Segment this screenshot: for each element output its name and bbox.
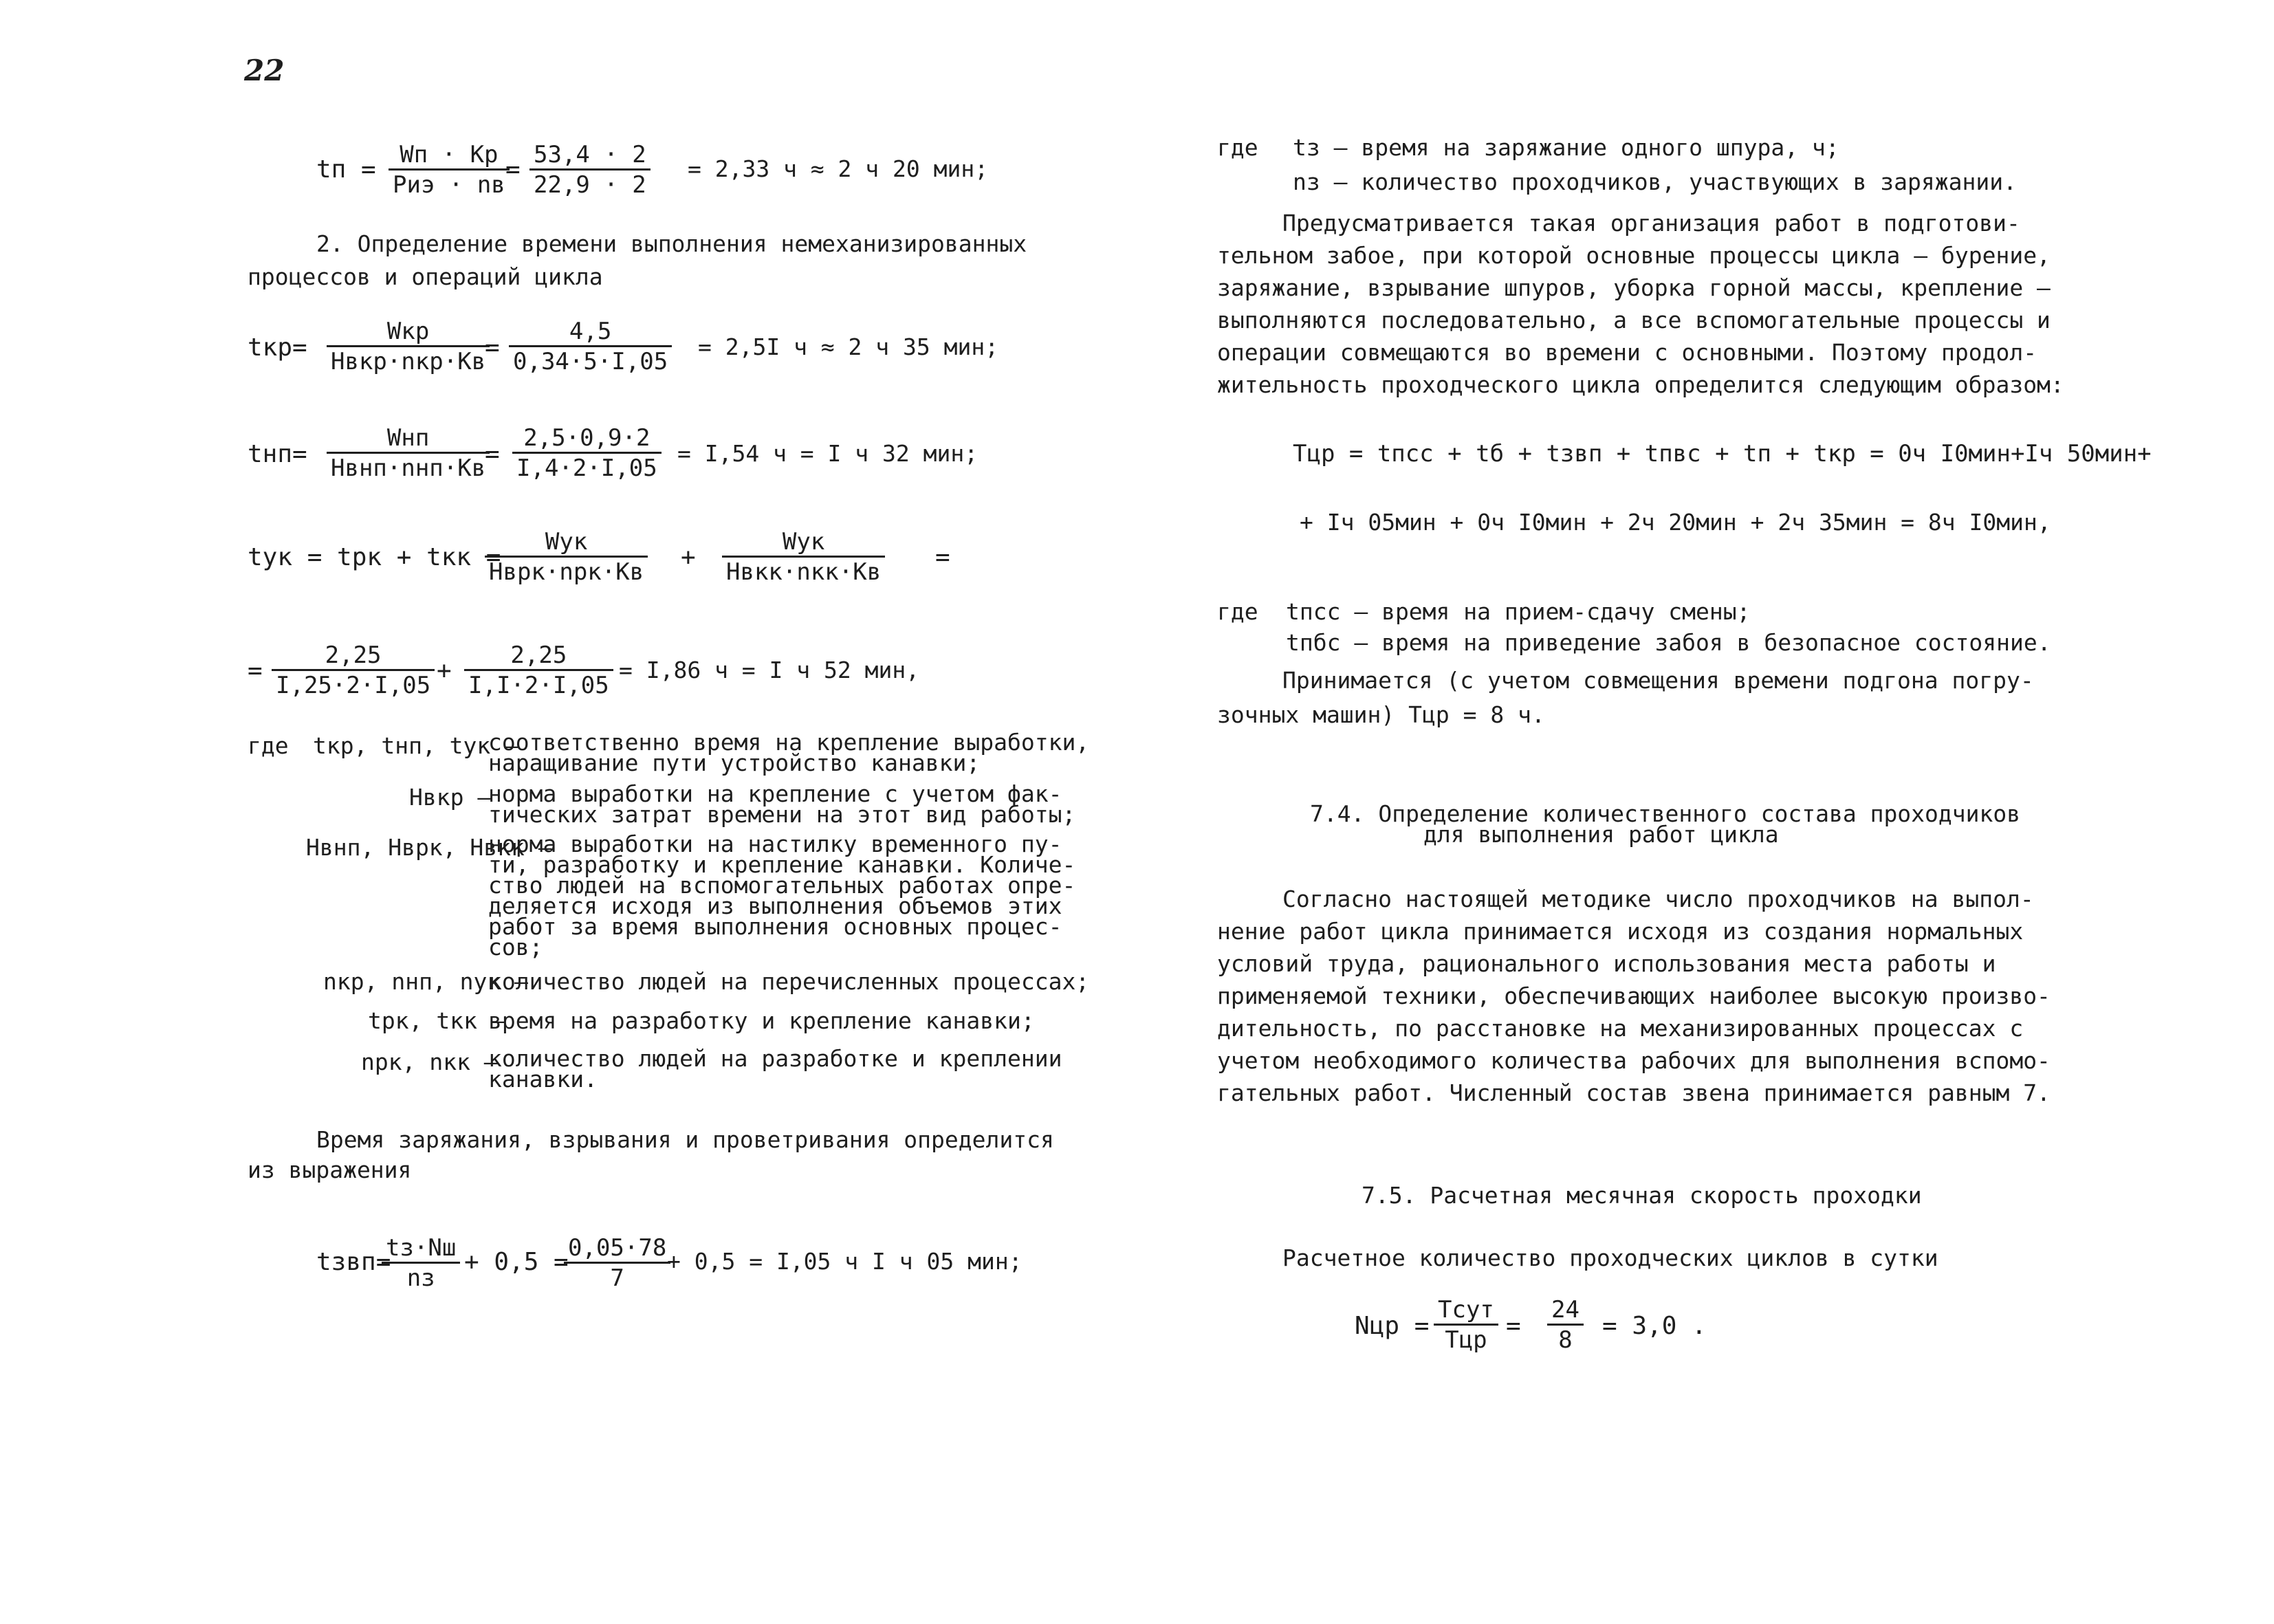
paragraph-accepted-line1: Принимается (с учетом совмещения времени подгона погру- bbox=[1282, 667, 2034, 694]
formula-tuk2-frac2 bbox=[464, 641, 613, 700]
formula-tuk-lhs: tук = tрк + tкк = bbox=[248, 543, 501, 571]
paragraph-charging-line2: из выражения bbox=[248, 1156, 412, 1183]
formula-tkr-num1: Wкр bbox=[386, 318, 430, 345]
formula-tuk2-den1: I,25·2·I,05 bbox=[276, 672, 431, 699]
paragraph-line: Предусматривается такая организация работ в подготови- bbox=[1282, 210, 2020, 237]
formula-nc-frac2 bbox=[1547, 1296, 1584, 1354]
where-tpss-def: tпсс – время на прием-сдачу смены; bbox=[1286, 598, 1751, 625]
formula-tkr-frac1 bbox=[327, 318, 490, 376]
paragraph-accepted-line2: зочных машин) Tцр = 8 ч. bbox=[1217, 701, 1545, 728]
where-nz-def: nз – количество проходчиков, участвующих в заряжании. bbox=[1293, 168, 2017, 195]
definition-symbol: tрк, tкк – bbox=[368, 1007, 505, 1034]
formula-tnp-num2: 2,5·0,9·2 bbox=[523, 424, 651, 452]
formula-tzvp-num1: tз·Nш bbox=[386, 1234, 457, 1262]
formula-tuk2-plus: + bbox=[437, 657, 452, 685]
paragraph-line: дительность, по расстановке на механизированных процессах с bbox=[1217, 1015, 2024, 1042]
formula-nc-den1: Tцр bbox=[1445, 1326, 1487, 1354]
formula-tuk-den1: Hврк·nрк·Kв bbox=[489, 558, 644, 586]
formula-tnp-result: = I,54 ч = I ч 32 мин; bbox=[677, 440, 979, 467]
definition-text: соответственно время на крепление выработки, bbox=[488, 729, 1090, 756]
definition-symbol: Hвнп, Hврк, Hвкк – bbox=[306, 834, 552, 861]
definition-text: ство людей на вспомогательных работах опре- bbox=[488, 872, 1076, 899]
formula-nc-num1: Tсут bbox=[1438, 1296, 1494, 1324]
formula-tzvp-frac2 bbox=[564, 1234, 670, 1293]
definition-text: наращивание пути устройство канавки; bbox=[488, 749, 981, 776]
formula-tzvp-den2: 7 bbox=[610, 1264, 624, 1292]
definition-where-label: где bbox=[248, 732, 289, 759]
formula-tnp-den2: I,4·2·I,05 bbox=[516, 454, 657, 482]
formula-tp-eq: = bbox=[505, 155, 521, 184]
paragraph-line: Согласно настоящей методике число проходчиков на выпол- bbox=[1282, 886, 2034, 912]
formula-tc-line1: Tцр = tпсс + tб + tзвп + tпвс + tп + tкр = 0ч I0мин+Iч 50мин+ bbox=[1293, 440, 2152, 468]
section-heading-7-5: 7.5. Расчетная месячная скорость проходки bbox=[1362, 1182, 1922, 1209]
formula-tnp-eq: = bbox=[485, 440, 500, 468]
section2-line2: процессов и операций цикла bbox=[248, 263, 603, 290]
formula-tzvp-result: + 0,5 = I,05 ч I ч 05 мин; bbox=[667, 1248, 1023, 1275]
formula-tp-frac1 bbox=[389, 141, 510, 199]
paragraph-line: тельном забое, при которой основные процессы цикла – бурение, bbox=[1217, 242, 2051, 269]
formula-tp-num1: Wп · Kр bbox=[400, 141, 499, 168]
formula-tp-frac2 bbox=[529, 141, 651, 199]
paragraph-cycles: Расчетное количество проходческих циклов в сутки bbox=[1282, 1244, 1938, 1271]
formula-tkr-eq: = bbox=[485, 333, 500, 362]
paragraph-charging-line1: Время заряжания, взрывания и проветривания определится bbox=[316, 1126, 1054, 1153]
formula-nc-lhs: Nцр = bbox=[1355, 1312, 1430, 1340]
formula-tuk-den2: Hвкк·nкк·Kв bbox=[726, 558, 882, 586]
paragraph-line: учетом необходимого количества рабочих для выполнения вспомо- bbox=[1217, 1047, 2051, 1074]
formula-tuk2-result: = I,86 ч = I ч 52 мин, bbox=[619, 657, 920, 683]
definition-text: количество людей на разработке и креплении bbox=[488, 1045, 1062, 1072]
definition-text: сов; bbox=[488, 934, 543, 961]
formula-nc-num2: 24 bbox=[1551, 1296, 1579, 1324]
where-tpbs-def: tпбс – время на приведение забоя в безопасное состояние. bbox=[1286, 629, 2051, 656]
formula-tkr-result: = 2,5I ч ≈ 2 ч 35 мин; bbox=[698, 333, 999, 360]
formula-tp-den1: Pиэ · nв bbox=[393, 171, 505, 199]
formula-nc-frac1 bbox=[1434, 1296, 1498, 1354]
definition-text: работ за время выполнения основных процес- bbox=[488, 913, 1062, 940]
paragraph-line: заряжание, взрывание шпуров, уборка горной массы, крепление – bbox=[1217, 274, 2051, 301]
formula-tuk2-den2: I,I·2·I,05 bbox=[468, 672, 609, 699]
section2-line1: 2. Определение времени выполнения немеханизированных bbox=[316, 230, 1027, 257]
formula-tuk2-num2: 2,25 bbox=[510, 641, 567, 669]
paragraph-line: выполняются последовательно, а все вспомогательные процессы и bbox=[1217, 307, 2051, 333]
formula-tkr-lhs: tкр= bbox=[248, 333, 307, 362]
formula-tkr-den2: 0,34·5·I,05 bbox=[513, 348, 668, 375]
section-heading-7-4: 7.4. Определение количественного состава проходчиков bbox=[1310, 800, 2021, 827]
formula-tnp-den1: Hвнп·nнп·Kв bbox=[331, 454, 486, 482]
formula-tuk2-frac1 bbox=[272, 641, 435, 700]
paragraph-line: операции совмещаются во времени с основными. Поэтому продол- bbox=[1217, 339, 2037, 366]
formula-tkr-num2: 4,5 bbox=[569, 318, 612, 345]
definition-text: норма выработки на крепление с учетом фак- bbox=[488, 780, 1062, 807]
definition-symbol: nрк, nкк – bbox=[361, 1049, 498, 1075]
formula-tnp-frac1 bbox=[327, 424, 490, 483]
formula-tzvp-num2: 0,05·78 bbox=[568, 1234, 667, 1262]
paragraph-line: жительность проходческого цикла определится следующим образом: bbox=[1217, 371, 2064, 398]
paragraph-line: гательных работ. Численный состав звена принимается равным 7. bbox=[1217, 1079, 2051, 1106]
formula-tuk-plus: + bbox=[681, 543, 696, 571]
definition-symbol: nкр, nнп, nук – bbox=[323, 968, 529, 995]
formula-tp-den2: 22,9 · 2 bbox=[534, 171, 646, 199]
definition-text: канавки. bbox=[488, 1066, 598, 1093]
definition-text: деляется исходя из выполнения объемов этих bbox=[488, 892, 1062, 919]
formula-tuk-frac2 bbox=[722, 528, 885, 586]
formula-tc-line2: + Iч 05мин + 0ч I0мин + 2ч 20мин + 2ч 35мин = 8ч I0мин, bbox=[1300, 509, 2051, 536]
definition-symbol: Hвкр – bbox=[409, 784, 492, 811]
where-label: где bbox=[1217, 134, 1258, 161]
formula-tp-num2: 53,4 · 2 bbox=[534, 141, 646, 168]
formula-tp-result: = 2,33 ч ≈ 2 ч 20 мин; bbox=[688, 155, 989, 182]
formula-nc-result: = 3,0 . bbox=[1602, 1312, 1707, 1340]
formula-tkr-den1: Hвкр·nкр·Kв bbox=[331, 348, 486, 375]
formula-nc-eq: = bbox=[1506, 1312, 1521, 1340]
formula-tzvp-plus: + 0,5 = bbox=[464, 1248, 569, 1276]
definition-text: время на разработку и крепление канавки; bbox=[488, 1007, 1035, 1034]
definition-text: норма выработки на настилку временного пу- bbox=[488, 831, 1062, 857]
formula-nc-den2: 8 bbox=[1558, 1326, 1573, 1354]
formula-tp-lhs: tп = bbox=[316, 155, 376, 184]
formula-tzvp-den1: nз bbox=[406, 1264, 435, 1292]
paragraph-line: нение работ цикла принимается исходя из создания нормальных bbox=[1217, 918, 2024, 945]
formula-tuk2-lhs: = bbox=[248, 657, 263, 685]
formula-tnp-num1: Wнп bbox=[386, 424, 430, 452]
definition-text: ти, разработку и крепление канавки. Количе- bbox=[488, 851, 1076, 878]
formula-tuk-num2: Wук bbox=[782, 528, 825, 556]
definition-symbol: tкр, tнп, tук – bbox=[313, 732, 518, 759]
paragraph-line: применяемой техники, обеспечивающих наиболее высокую произво- bbox=[1217, 983, 2051, 1009]
definition-text: тических затрат времени на этот вид работы; bbox=[488, 801, 1076, 828]
formula-tnp-frac2 bbox=[512, 424, 662, 483]
where-tz-def: tз – время на заряжание одного шпура, ч; bbox=[1293, 134, 1839, 161]
formula-tnp-lhs: tнп= bbox=[248, 440, 307, 468]
where-label: где bbox=[1217, 598, 1258, 625]
formula-tzvp-lhs: tзвп= bbox=[316, 1248, 391, 1276]
paragraph-line: условий труда, рационального использования места работы и bbox=[1217, 950, 1996, 977]
section-heading-7-4-line2: для выполнения работ цикла bbox=[1423, 821, 1779, 848]
formula-tuk-eq: = bbox=[935, 543, 950, 571]
formula-tuk-num1: Wук bbox=[545, 528, 588, 556]
formula-tzvp-frac1 bbox=[382, 1234, 460, 1293]
formula-tkr-frac2 bbox=[509, 318, 672, 376]
formula-tuk2-num1: 2,25 bbox=[325, 641, 382, 669]
formula-tuk-frac1 bbox=[485, 528, 648, 586]
page-number: 22 bbox=[244, 54, 285, 87]
definition-text: количество людей на перечисленных процессах; bbox=[488, 968, 1090, 995]
